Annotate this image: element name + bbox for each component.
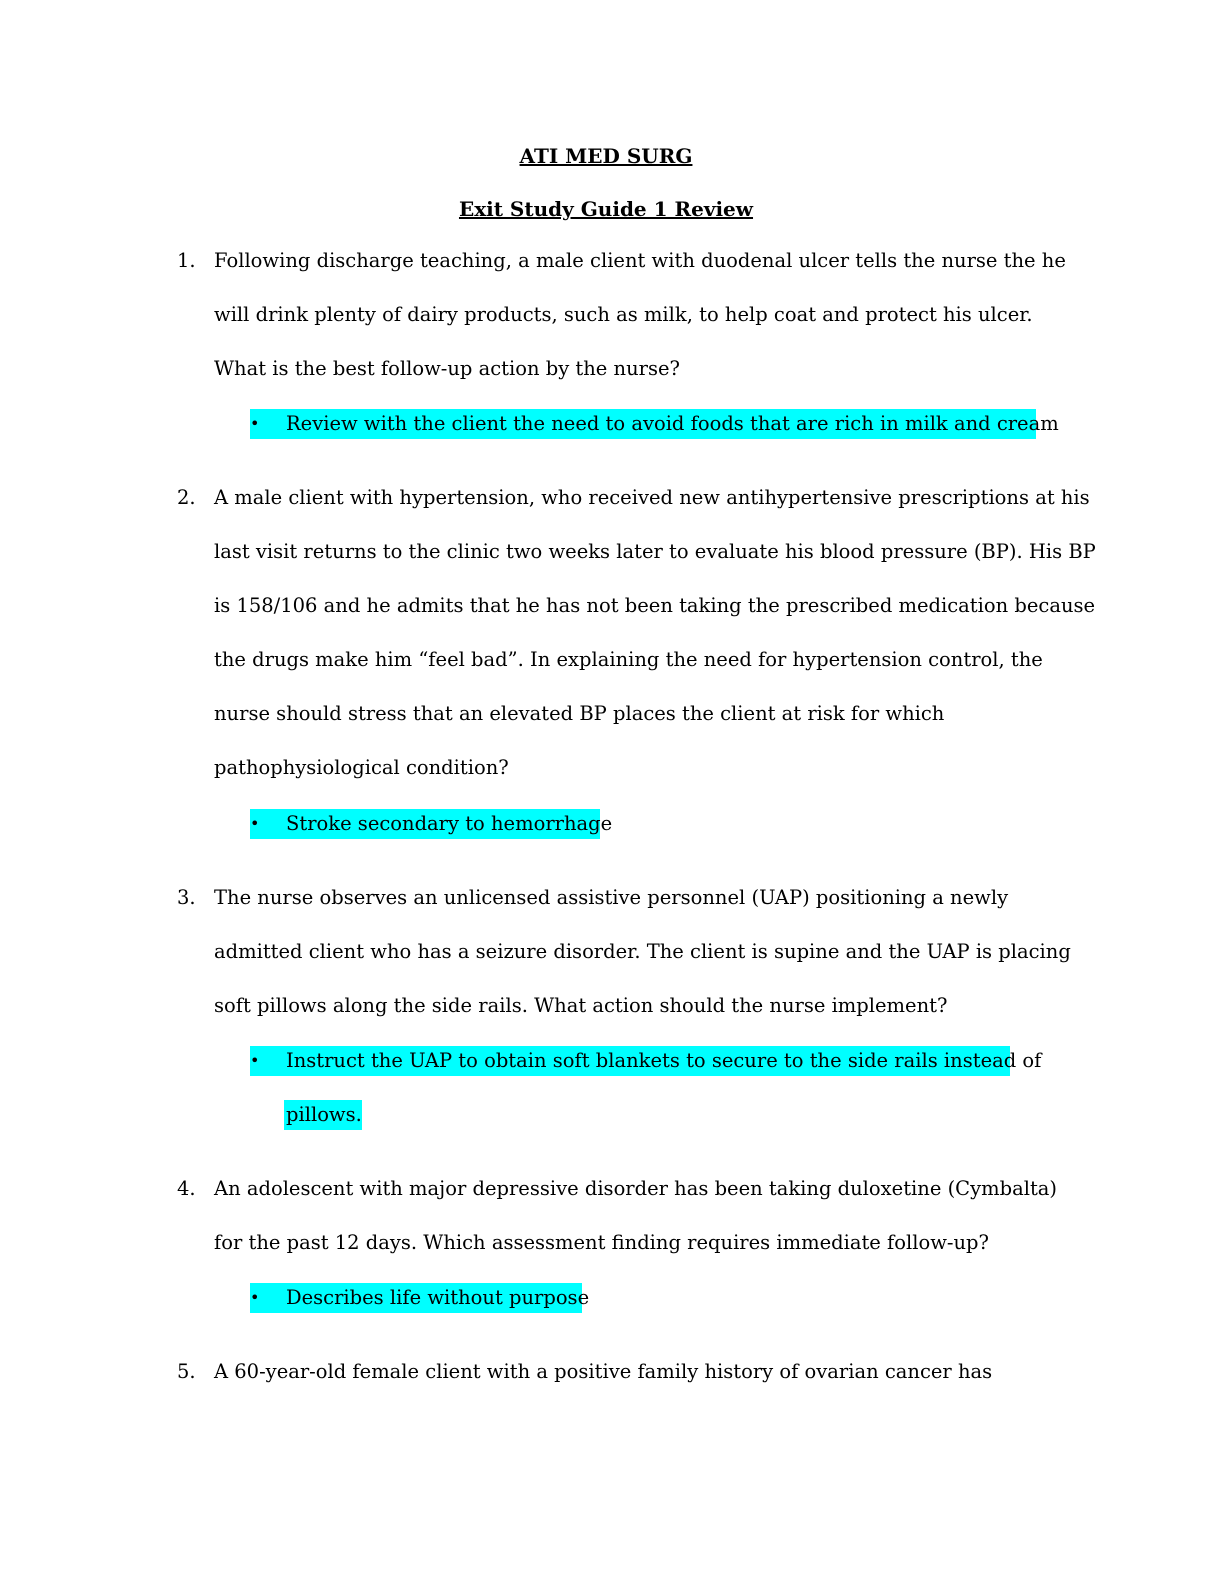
question-text-line: A 60-year-old female client with a positive family history of ovarian cancer has <box>214 1360 993 1383</box>
question-text-line: admitted client who has a seizure disorder. The client is supine and the UAP is placing <box>214 940 1071 963</box>
question-text-line: What is the best follow-up action by the nurse? <box>214 357 680 380</box>
question-text-line: nurse should stress that an elevated BP places the client at risk for which <box>214 702 945 725</box>
document-title: ATI MED SURG <box>519 144 693 168</box>
question-text-line: will drink plenty of dairy products, such as milk, to help coat and protect his ulcer. <box>214 303 1033 326</box>
question-number: 4. <box>177 1177 196 1200</box>
answer-text: Review with the client the need to avoid foods that are rich in milk and cream <box>286 412 1059 435</box>
question-text-line: last visit returns to the clinic two weeks later to evaluate his blood pressure (BP). His BP <box>214 540 1096 563</box>
question-number: 3. <box>177 886 196 909</box>
document-subtitle: Exit Study Guide 1 Review <box>458 197 754 221</box>
answer-text: Instruct the UAP to obtain soft blankets to secure to the side rails instead of <box>286 1049 1042 1072</box>
question-text-line: soft pillows along the side rails. What action should the nurse implement? <box>214 994 948 1017</box>
bullet-icon: • <box>250 414 260 433</box>
question-text-line: A male client with hypertension, who received new antihypertensive prescriptions at his <box>214 486 1090 509</box>
bullet-icon: • <box>250 1288 260 1307</box>
bullet-icon: • <box>250 814 260 833</box>
question-text-line: The nurse observes an unlicensed assistive personnel (UAP) positioning a newly <box>214 886 1009 909</box>
question-text-line: pathophysiological condition? <box>214 756 509 779</box>
question-number: 1. <box>177 249 196 272</box>
question-number: 2. <box>177 486 196 509</box>
question-text-line: An adolescent with major depressive disorder has been taking duloxetine (Cymbalta) <box>214 1177 1058 1200</box>
bullet-icon: • <box>250 1051 260 1070</box>
question-text-line: for the past 12 days. Which assessment finding requires immediate follow-up? <box>214 1231 989 1254</box>
question-text-line: is 158/106 and he admits that he has not been taking the prescribed medication because <box>214 594 1096 617</box>
answer-text: pillows. <box>286 1103 362 1126</box>
question-number: 5. <box>177 1360 196 1383</box>
answer-text: Stroke secondary to hemorrhage <box>286 812 613 835</box>
answer-text: Describes life without purpose <box>286 1286 590 1309</box>
question-text-line: Following discharge teaching, a male client with duodenal ulcer tells the nurse the he <box>214 249 1066 272</box>
question-text-line: the drugs make him “feel bad”. In explaining the need for hypertension control, the <box>214 648 1043 671</box>
